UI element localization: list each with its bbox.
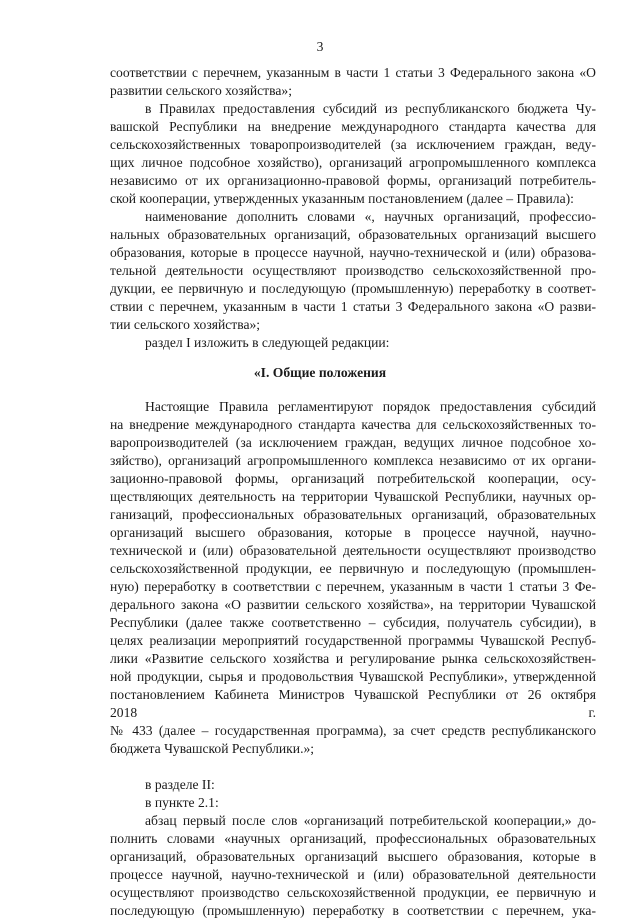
text-line: сельскохозяйственной продукции, ее первичную и последующую (промышлен- xyxy=(110,561,596,576)
text-line: соответствии с перечнем, указанным в части 1 статьи 3 Федерального закона «О xyxy=(110,65,596,80)
text-line: целях реализации мероприятий государственной программы Чувашской Респуб- xyxy=(110,633,596,648)
text-line: полнить словами «научных организаций, профессиональных образовательных xyxy=(110,831,596,846)
text-line: развитии сельского хозяйства»; xyxy=(110,83,292,98)
text-line: Настоящие Правила регламентируют порядок предоставления субсидий xyxy=(145,399,596,414)
text-line: тии сельского хозяйства»; xyxy=(110,317,261,332)
text-line: дерального закона «О развитии сельского хозяйства», на территории Чувашской xyxy=(110,597,596,612)
text-line: постановлением Кабинета Министров Чувашской Республики от 26 октября xyxy=(110,687,596,702)
text-line: ной продукции, сырья и продовольствия Чувашской Республики», утвержденной xyxy=(110,669,596,684)
text-line: в разделе II: xyxy=(145,777,215,792)
text-line: нальных образовательных организаций, образовательных организаций высшего xyxy=(110,227,596,242)
text-line: образования, которые в процессе научной, научно-технической и (или) образова- xyxy=(110,245,596,260)
text-line: ской кооперации, утвержденных указанным постановлением (далее – Правила): xyxy=(110,191,574,206)
text-line: сельскохозяйственных товаропроизводителей (за исключением граждан, веду- xyxy=(110,137,596,152)
text-line: варопроизводителей (за исключением граждан, ведущих личное подсобное хо- xyxy=(110,435,596,450)
text-line: абзац первый после слов «организаций потребительской кооперации,» до- xyxy=(145,813,596,828)
text-line: раздел I изложить в следующей редакции: xyxy=(145,335,390,350)
text-line: 2018 г. xyxy=(110,705,596,720)
text-line: Республики (далее также соответственно – субсидия, получатель субсидии), в xyxy=(110,615,596,630)
text-line: вашской Республики на внедрение международного стандарта качества для xyxy=(110,119,596,134)
text-line: зационно-правовой формы, организаций потребительской кооперации, осу- xyxy=(110,471,596,486)
text-line: осуществляют производство сельскохозяйственной продукции, ее первичную и xyxy=(110,885,596,900)
text-line: дукции, ее первичную и последующую (промышленную) переработку в соответ- xyxy=(110,281,596,296)
text-line: последующую (промышленную) переработку в соответствии с перечнем, ука- xyxy=(110,903,596,918)
text-line: на внедрение международного стандарта качества для сельскохозяйственных то- xyxy=(110,417,596,432)
text-line: ществляющих деятельность на территории Чувашской Республики, научных ор- xyxy=(110,489,596,504)
text-line: тельной деятельности осуществляют производство сельскохозяйственной про- xyxy=(110,263,596,278)
text-line: в Правилах предоставления субсидий из республиканского бюджета Чу- xyxy=(145,101,596,116)
text-line: щих личное подсобное хозяйство), организаций агропромышленного комплекса xyxy=(110,155,596,170)
text-line: организаций, образовательных организаций высшего образования, которые в xyxy=(110,849,596,864)
text-line: бюджета Чувашской Республики.»; xyxy=(110,741,315,756)
text-line: независимо от их организационно-правовой формы, организаций потребитель- xyxy=(110,173,596,188)
text-line: в пункте 2.1: xyxy=(145,795,219,810)
text-line: № 433 (далее – государственная программа), за счет средств республиканского xyxy=(110,723,596,738)
text-line: зяйство), организаций агропромышленного комплекса независимо от их органи- xyxy=(110,453,596,468)
text-line: ганизаций, профессиональных образовательных организаций, образовательных xyxy=(110,507,596,522)
text-line: наименование дополнить словами «, научных организаций, профессио- xyxy=(145,209,596,224)
text-line: ную) переработку в соответствии с перечнем, указанным в части 1 статьи 3 Фе- xyxy=(110,579,596,594)
text-line: организаций высшего образования, которые в процессе научной, научно- xyxy=(110,525,596,540)
section-heading: «I. Общие положения xyxy=(253,365,387,380)
text-line: ствии с перечнем, указанным в части 1 статьи 3 Федерального закона «О разви- xyxy=(110,299,596,314)
text-line: технической и (или) образовательной деятельности осуществляют производство xyxy=(110,543,596,558)
text-line: процессе научной, научно-технической и (или) образовательной деятельности xyxy=(110,867,596,882)
page-number: 3 xyxy=(316,39,324,54)
text-line: лики «Развитие сельского хозяйства и регулирование рынка сельскохозяйствен- xyxy=(110,651,596,666)
